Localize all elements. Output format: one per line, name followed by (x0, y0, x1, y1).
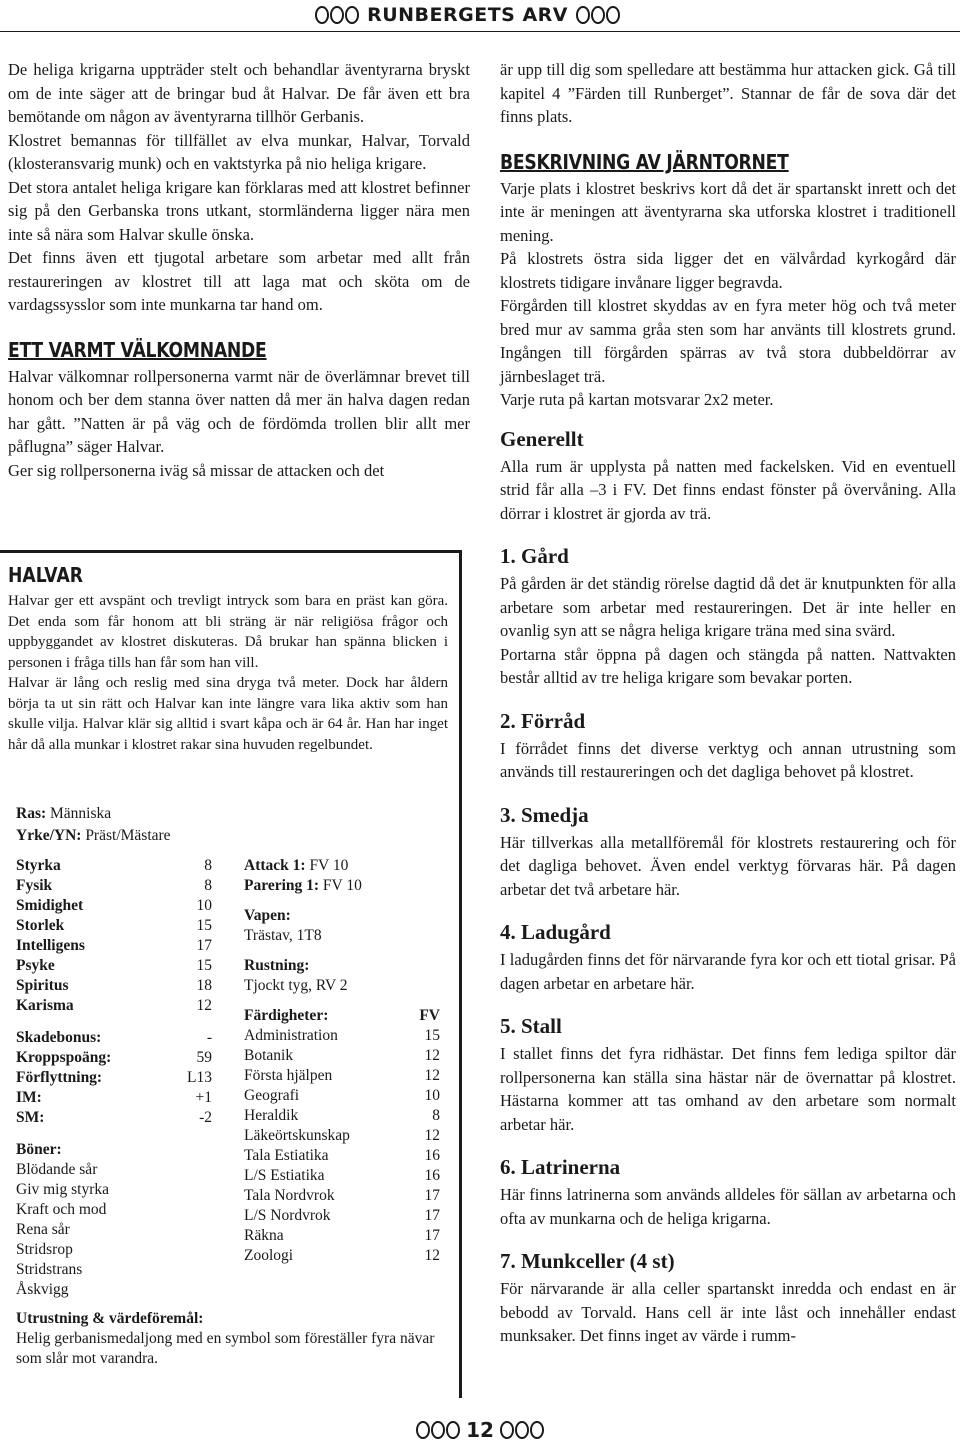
paragraph: Det stora antalet heliga krigare kan förklaras med att klostret befinner sig på den Gerbanska trons utkant, stormländerna ligger nära men inte så nära som Halvar skulle önska. (8, 177, 470, 244)
equipment (16, 1309, 456, 1369)
stat-name: Intelligens (16, 937, 85, 954)
room-heading: 1. Gård (500, 544, 569, 568)
prayer-item: Stridstrans (16, 1261, 83, 1278)
parering-label: Parering 1: (244, 877, 320, 894)
room-heading: 3. Smedja (500, 802, 589, 827)
skill-row (244, 1086, 440, 1106)
stat-row (16, 1068, 212, 1088)
rustning-label: Rustning: (244, 957, 310, 974)
vapen-value: Trästav, 1T8 (244, 927, 322, 944)
npc-description: Halvar ger ett avspänt och trevligt intryck som bara en präst kan göra. Det enda som får honom att bli sträng är när religiösa frågor och uppbyggandet av klostret diskuteras. Då brukar han spänna blicken i personen i fråga tills han får som han vill. (8, 593, 448, 671)
stat-name: SM: (16, 1109, 45, 1126)
ornament-icon (576, 6, 620, 24)
skill-name: Botanik (244, 1047, 294, 1064)
fardigheter-fv: FV (419, 1007, 440, 1024)
page-footer (0, 1418, 960, 1442)
stat-name: Spiritus (16, 977, 69, 994)
stats-left (16, 856, 212, 1300)
prayer-item: Blödande sår (16, 1161, 98, 1178)
right-column (500, 58, 956, 1348)
stat-name: Smidighet (16, 897, 84, 914)
skill-value: 15 (424, 1027, 440, 1044)
stat-value: 59 (196, 1049, 212, 1066)
skill-name: Räkna (244, 1227, 284, 1244)
skill-name: Läkeörtskunskap (244, 1127, 350, 1144)
stat-value: 15 (196, 957, 212, 974)
skill-row (244, 1066, 440, 1086)
skill-row (244, 1046, 440, 1066)
npc-description: Halvar är lång och reslig med sina dryga två meter. Dock har åldern börja ta ut sin rätt och Halvar kan inte längre vara lika aktiv som han skulle vilja. Halvar klär sig alltid i svart kåpa och är 64 år. Han har inget hår då alla munkar i klostret rakar sina huvuden regelbundet. (8, 675, 448, 753)
skill-value: 10 (424, 1087, 440, 1104)
skill-name: Zoologi (244, 1247, 294, 1264)
stat-name: IM: (16, 1089, 42, 1106)
paragraph: I stallet finns det fyra ridhästar. Det finns fem lediga spiltor där rollpersonerna kan ställa sina hästar när de övernattar på klostret. Hästarna kommer att tas omhand av den arbetare som normalt arbetar här. (500, 1044, 956, 1134)
stat-row (16, 896, 212, 916)
left-column (8, 58, 470, 482)
skill-value: 12 (424, 1067, 440, 1084)
stat-row (16, 1088, 212, 1108)
stat-value: 17 (196, 937, 212, 954)
stat-row (16, 976, 212, 996)
npc-box (8, 562, 448, 755)
stat-value: -2 (199, 1109, 212, 1126)
skill-row (244, 1206, 440, 1226)
page-number: 12 (466, 1418, 494, 1442)
ornament-icon (500, 1421, 544, 1439)
npc-title: HALVAR (8, 563, 84, 587)
vapen-label: Vapen: (244, 907, 291, 924)
header-title: RUNBERGETS ARV (367, 4, 568, 26)
stat-value: L13 (187, 1069, 212, 1086)
prayer-item: Rena sår (16, 1221, 70, 1238)
skill-value: 12 (424, 1047, 440, 1064)
attack-value: FV 10 (309, 857, 349, 874)
stat-value: 12 (196, 997, 212, 1014)
paragraph: På klostrets östra sida ligger det en välvårdad kyrkogård där klostrets tidigare invånare ligger begravda. (500, 249, 956, 292)
stat-value: 15 (196, 917, 212, 934)
running-header (315, 3, 620, 27)
section-heading: BESKRIVNING AV JÄRNTORNET (500, 149, 789, 174)
stat-row (16, 996, 212, 1016)
npc-meta (16, 803, 171, 847)
skill-value: 17 (424, 1207, 440, 1224)
paragraph: För närvarande är alla celler spartanskt inredda och endast en är bebodd av Torvald. Hans cell är inte låst och innehåller endast munksaker. Det finns inget av värde i rumm- (500, 1279, 956, 1345)
prayer-item: Giv mig styrka (16, 1181, 109, 1198)
paragraph: Portarna står öppna på dagen och stängda på natten. Nattvakten består alltid av tre heliga krigare som bevakar porten. (500, 644, 956, 687)
rustning-value: Tjockt tyg, RV 2 (244, 977, 348, 994)
skill-name: Administration (244, 1027, 338, 1044)
header-rule (0, 31, 960, 32)
room-heading: Generellt (500, 426, 584, 451)
skill-name: Tala Nordvrok (244, 1187, 335, 1204)
room-list (500, 426, 956, 1348)
stat-value: 8 (204, 857, 212, 874)
room-heading: 2. Förråd (500, 708, 586, 733)
derived-list (16, 1028, 212, 1128)
room-heading: 5. Stall (500, 1014, 562, 1038)
skill-row (244, 1126, 440, 1146)
skill-row (244, 1106, 440, 1126)
stat-row (16, 856, 212, 876)
stat-name: Styrka (16, 857, 61, 874)
paragraph: De heliga krigarna uppträder stelt och behandlar äventyrarna bryskt om de inte säger att de bringar bud åt Halvar. De får även ett bra bemötande om någon av äventyrarna tillhör Gerbanis. (8, 60, 470, 126)
stat-row (16, 916, 212, 936)
paragraph: Alla rum är upplysta på natten med fackelsken. Vid en eventuell strid får alla –3 i FV. Det finns endast fönster på övervåning. Alla dörrar i klostret är gjorda av trä. (500, 456, 956, 523)
skill-name: L/S Estiatika (244, 1167, 325, 1184)
room-heading: 6. Latrinerna (500, 1155, 621, 1179)
stat-row (16, 956, 212, 976)
paragraph: Ger sig rollpersonerna iväg så missar de attacken och det (8, 460, 385, 480)
stat-name: Karisma (16, 997, 74, 1014)
paragraph: Förgården till klostret skyddas av en fyra meter hög och två meter bred mur av samma gråa sten som har använts till klostrets grund. Ingången till förgården spärras av två stora dubbeldörrar av järnbeslaget trä. (500, 296, 956, 386)
paragraph: Här finns latrinerna som används alldeles för sällan av arbetarna och ofta av munkarna och de heliga krigarna. (500, 1185, 956, 1228)
paragraph: På gården är det ständig rörelse dagtid då det är knutpunkten för alla arbetare som arbetar med restaureringen. Det är inte heller en ovanlig syn att se några heliga krigare träna med sina svärd. (500, 574, 956, 640)
skill-row (244, 1186, 440, 1206)
prayer-item: Åskvigg (16, 1281, 69, 1298)
yrke-value: Präst/Mästare (85, 827, 171, 844)
parering-value: FV 10 (322, 877, 362, 894)
skill-value: 8 (432, 1107, 440, 1124)
boner-list (16, 1160, 212, 1300)
paragraph: Varje plats i klostret beskrivs kort då det är spartanskt inrett och det inte är meningen att äventyrarna ska utforska klostret i traditionell mening. (500, 178, 956, 245)
skill-name: Heraldik (244, 1107, 299, 1124)
stats-right (244, 856, 440, 1266)
skill-name: Tala Estiatika (244, 1147, 329, 1164)
skill-row (244, 1146, 440, 1166)
room-heading: 7. Munkceller (4 st) (500, 1249, 675, 1273)
skill-value: 17 (424, 1227, 440, 1244)
paragraph: är upp till dig som spelledare att bestämma hur attacken gick. Gå till kapitel 4 ”Färden till Runberget”. Stannar de får de sova där det finns plats. (500, 60, 956, 126)
stat-name: Skadebonus: (16, 1029, 102, 1046)
stat-name: Psyke (16, 957, 55, 974)
paragraph: Varje ruta på kartan motsvarar 2x2 meter. (500, 390, 774, 409)
skill-row (244, 1166, 440, 1186)
paragraph: Här tillverkas alla metallföremål för klostrets restaurering och för det dagliga behovet. Även endel verktyg förvaras här. På dagen arbetar det två arbetare här. (500, 832, 956, 899)
skill-value: 12 (424, 1127, 440, 1144)
boner-label: Böner: (16, 1141, 62, 1158)
stat-value: 18 (196, 977, 212, 994)
yrke-label: Yrke/YN: (16, 827, 82, 844)
stat-name: Storlek (16, 917, 65, 934)
prayer-item: Kraft och mod (16, 1201, 107, 1218)
stat-row (16, 1108, 212, 1128)
attribute-list (16, 856, 212, 1016)
fardigheter-label: Färdigheter: (244, 1007, 329, 1024)
skill-row (244, 1246, 440, 1266)
skill-row (244, 1226, 440, 1246)
skill-list (244, 1026, 440, 1266)
stat-value: +1 (195, 1089, 212, 1106)
paragraph: Det finns även ett tjugotal arbetare som arbetar med allt från restaureringen av klostret till att laga mat och sköta om de vardagssysslor som inte munkarna tar hand om. (8, 248, 470, 314)
paragraph: Halvar välkomnar rollpersonerna varmt när de överlämnar brevet till honom och ber dem stanna över natten då mer än halva dagen redan har gått. ”Natten är på väg och de fördömda trollen blir allt mer påflugna” säger Halvar. (8, 366, 470, 456)
stat-value: 8 (204, 877, 212, 894)
skill-name: Geografi (244, 1087, 300, 1104)
paragraph: Klostret bemannas för tillfället av elva munkar, Halvar, Torvald (klosteransvarig munk) och en vaktstyrka på nio heliga krigare. (8, 130, 470, 173)
room-heading: 4. Ladugård (500, 920, 611, 944)
skill-value: 12 (424, 1247, 440, 1264)
stat-value: 10 (196, 897, 212, 914)
stat-name: Kroppspoäng: (16, 1049, 112, 1066)
stat-row (16, 1048, 212, 1068)
skill-value: 17 (424, 1187, 440, 1204)
stat-row (16, 1028, 212, 1048)
equip-value: Helig gerbanismedaljong med en symbol som föreställer fyra nävar som slår mot varandra. (16, 1330, 435, 1367)
equip-label: Utrustning & värdeföremål: (16, 1310, 204, 1327)
paragraph: I förrådet finns det diverse verktyg och annan utrustning som används till restaureringen och det dagliga behovet på klostret. (500, 738, 956, 781)
stat-row (16, 936, 212, 956)
section-heading: ETT VARMT VÄLKOMNANDE (8, 337, 267, 362)
skill-value: 16 (424, 1147, 440, 1164)
paragraph: I ladugården finns det för närvarande fyra kor och ett tiotal grisar. På dagen arbetar en arbetare här. (500, 950, 956, 993)
attack-label: Attack 1: (244, 857, 306, 874)
prayer-item: Stridsrop (16, 1241, 73, 1258)
ornament-icon (416, 1421, 460, 1439)
stat-name: Fysik (16, 877, 53, 894)
ras-value: Människa (50, 805, 112, 822)
skill-name: L/S Nordvrok (244, 1207, 331, 1224)
stat-value: - (206, 1029, 212, 1046)
stat-row (16, 876, 212, 896)
ornament-icon (315, 6, 359, 24)
skill-row (244, 1026, 440, 1046)
skill-name: Första hjälpen (244, 1067, 333, 1084)
stat-name: Förflyttning: (16, 1069, 103, 1086)
ras-label: Ras: (16, 805, 47, 822)
skill-value: 16 (424, 1167, 440, 1184)
